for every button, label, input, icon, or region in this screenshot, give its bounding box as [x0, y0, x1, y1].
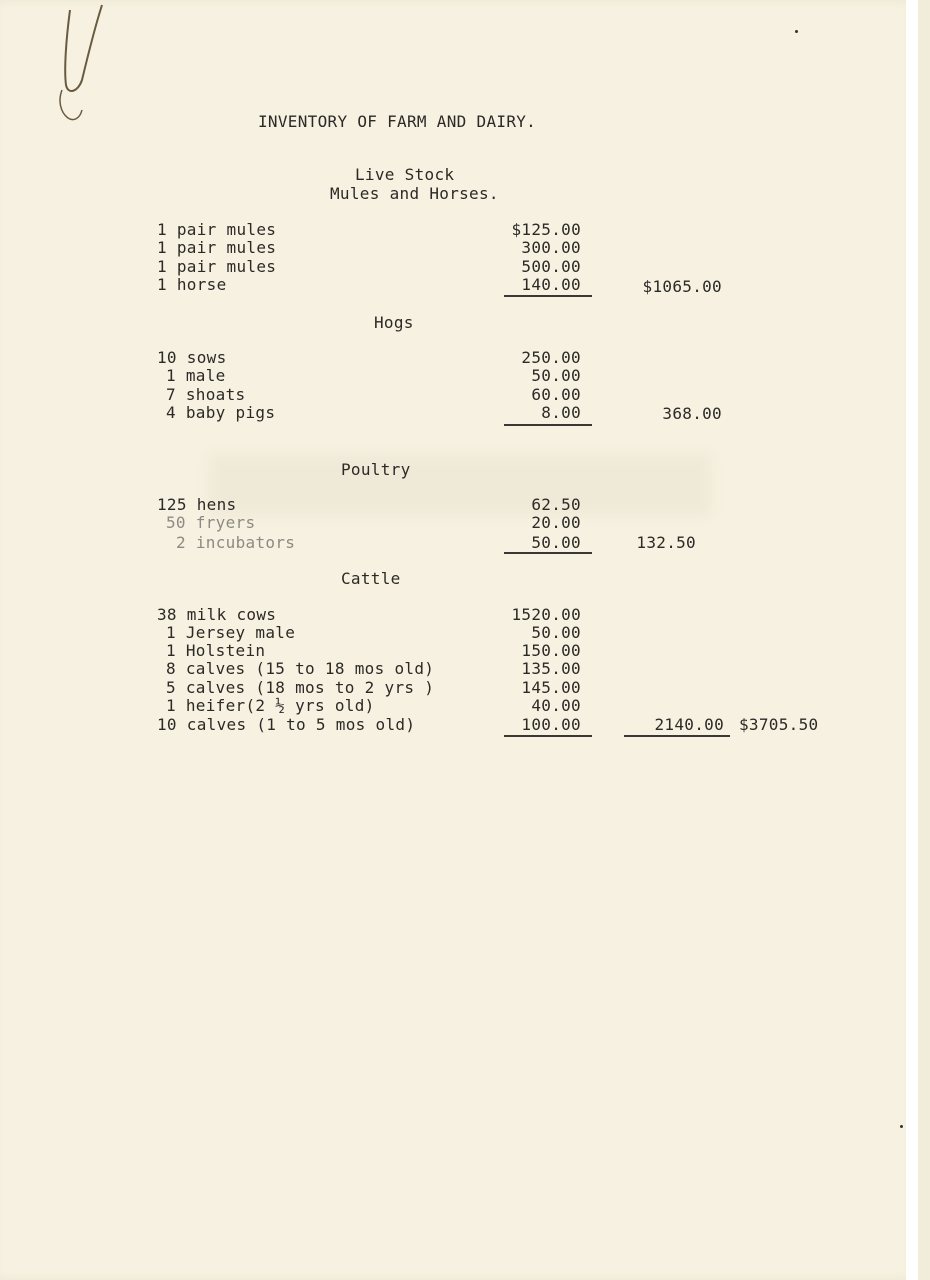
item-label: 4 baby pigs [166, 403, 276, 422]
item-label: 1 pair mules [157, 220, 277, 239]
item-label: 7 shoats [166, 385, 246, 404]
item-amount: 50.00 [531, 623, 581, 642]
item-label: 10 calves (1 to 5 mos old) [157, 715, 416, 734]
item-amount: 60.00 [531, 385, 581, 404]
subtotal-cattle: 2140.00 [654, 715, 724, 734]
grand-total: $3705.50 [739, 715, 819, 734]
paper-clip-mark [52, 0, 132, 125]
bleed-through-shadow [210, 455, 710, 515]
item-label: 1 heifer(2 ½ yrs old) [166, 696, 375, 715]
subtotal-rule [504, 552, 592, 554]
document-title: INVENTORY OF FARM AND DAIRY. [258, 112, 537, 131]
item-label: 50 fryers [166, 513, 256, 532]
item-amount: $125.00 [511, 220, 581, 239]
item-label: 38 milk cows [157, 605, 277, 624]
item-label: 125 hens [157, 495, 237, 514]
item-label: 2 incubators [176, 533, 296, 552]
item-amount: 135.00 [521, 659, 581, 678]
page-edge [906, 0, 918, 1280]
item-amount: 140.00 [521, 275, 581, 294]
heading-hogs: Hogs [374, 313, 414, 332]
item-label: 10 sows [157, 348, 227, 367]
heading-cattle: Cattle [341, 569, 401, 588]
item-label: 1 horse [157, 275, 227, 294]
item-label: 1 male [166, 366, 226, 385]
item-label: 5 calves (18 mos to 2 yrs ) [166, 678, 435, 697]
heading-mules-horses: Mules and Horses. [330, 184, 499, 203]
paper-speck [900, 1125, 903, 1128]
item-amount: 50.00 [531, 366, 581, 385]
item-label: 1 Holstein [166, 641, 266, 660]
item-label: 1 pair mules [157, 238, 277, 257]
paper-speck [795, 30, 798, 33]
heading-poultry: Poultry [341, 460, 411, 479]
item-amount: 50.00 [531, 533, 581, 552]
item-amount: 300.00 [521, 238, 581, 257]
subtotal-hogs: 368.00 [662, 404, 722, 423]
subtotal-rule [624, 735, 730, 737]
subtotal-rule [504, 424, 592, 426]
item-amount: 40.00 [531, 696, 581, 715]
subtotal-rule [504, 735, 592, 737]
item-amount: 145.00 [521, 678, 581, 697]
item-label: 1 Jersey male [166, 623, 296, 642]
item-label: 8 calves (15 to 18 mos old) [166, 659, 435, 678]
subtotal-mules-horses: $1065.00 [642, 277, 722, 296]
item-label: 1 pair mules [157, 257, 277, 276]
item-amount: 8.00 [541, 403, 581, 422]
subtotal-poultry: 132.50 [636, 533, 696, 552]
item-amount: 150.00 [521, 641, 581, 660]
item-amount: 62.50 [531, 495, 581, 514]
item-amount: 1520.00 [511, 605, 581, 624]
item-amount: 100.00 [521, 715, 581, 734]
item-amount: 250.00 [521, 348, 581, 367]
item-amount: 20.00 [531, 513, 581, 532]
subtotal-rule [504, 295, 592, 297]
heading-live-stock: Live Stock [355, 165, 455, 184]
item-amount: 500.00 [521, 257, 581, 276]
